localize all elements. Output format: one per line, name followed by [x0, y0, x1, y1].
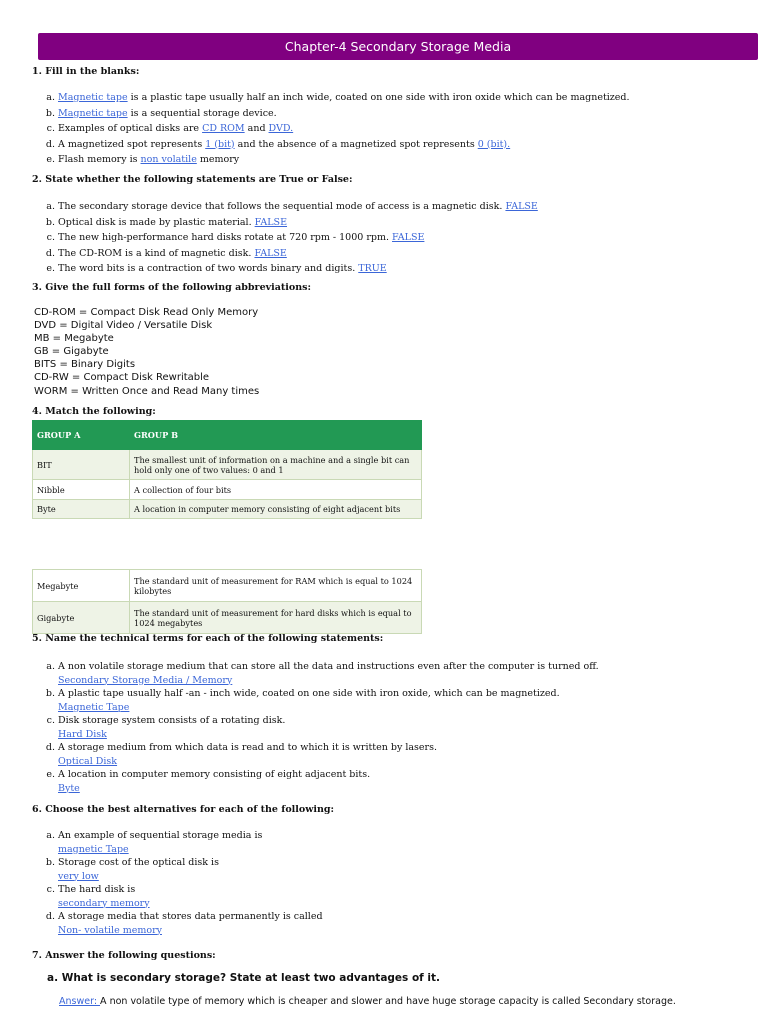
answer-link[interactable]: 1 (bit) — [205, 138, 235, 150]
item-text: and — [244, 123, 269, 134]
table-cell: The smallest unit of information on a machine and a single bit can hold only one of two values: 0 and 1 — [130, 450, 422, 480]
list-item — [58, 768, 732, 795]
item-text: and the absence of a magnetized spot represents — [234, 138, 478, 150]
item-text: The CD-ROM is a kind of magnetic disk. — [58, 247, 255, 259]
q2-heading: 2. State whether the following statements are True or False: — [32, 174, 353, 185]
table-cell: A collection of four bits — [130, 480, 422, 500]
table-row — [33, 570, 422, 602]
q6-list — [32, 829, 732, 937]
section-technical-terms — [32, 633, 732, 795]
q5-list — [32, 660, 732, 795]
section-best-alternatives — [32, 804, 732, 937]
item-text: Disk storage system consists of a rotating disk. — [58, 715, 286, 726]
q2-list — [32, 199, 732, 277]
section-fill-in-blanks — [32, 66, 732, 168]
list-item — [58, 714, 732, 741]
item-text: Examples of optical disks are — [58, 123, 203, 134]
abbreviation-line: CD-ROM = Compact Disk Read Only Memory — [34, 307, 259, 318]
list-item — [58, 856, 732, 883]
answer-link[interactable]: FALSE — [254, 216, 288, 228]
item-text: A storage medium from which data is read and to which it is written by lasers. — [58, 742, 437, 753]
item-text: is a sequential storage device. — [127, 107, 277, 119]
item-text: Storage cost of the optical disk is — [58, 857, 219, 868]
table-row — [33, 450, 422, 480]
section-match — [32, 406, 732, 417]
list-item — [58, 660, 732, 687]
answer-link[interactable]: Magnetic Tape — [58, 701, 130, 713]
list-item — [58, 829, 732, 856]
item-text: The new high-performance hard disks rotate at 720 rpm - 1000 rpm. — [58, 232, 393, 243]
list-item — [58, 137, 732, 153]
table-row — [33, 602, 422, 634]
table-header-row — [33, 421, 422, 450]
answer-link[interactable]: Optical Disk — [58, 755, 118, 767]
list-item — [58, 910, 732, 937]
answer-link[interactable]: Magnetic tape — [58, 107, 128, 119]
list-item — [58, 90, 732, 106]
answer-link[interactable]: FALSE — [392, 232, 425, 243]
q4-heading: 4. Match the following: — [32, 406, 156, 417]
column-header: GROUP B — [130, 421, 422, 450]
item-text: The word bits is a contraction of two words binary and digits. — [58, 263, 359, 274]
answer-link[interactable]: magnetic Tape — [58, 843, 129, 855]
column-header: GROUP A — [33, 421, 130, 450]
answer-text: A non volatile type of memory which is cheaper and slower and have huge storage capacity is called Secondary storage. — [100, 996, 676, 1007]
item-text: A storage media that stores data permanently is called — [58, 911, 323, 922]
q1-heading: 1. Fill in the blanks: — [32, 66, 140, 77]
q7-question-a — [47, 972, 440, 984]
item-text: The hard disk is — [58, 884, 136, 895]
list-item — [58, 106, 732, 122]
section-true-false — [32, 174, 732, 277]
answer-link[interactable]: CD ROM — [202, 123, 245, 134]
answer-link[interactable]: Non- volatile memory — [58, 924, 162, 936]
q7-heading: 7. Answer the following questions: — [32, 950, 216, 961]
match-table-top — [32, 420, 422, 519]
list-item — [58, 261, 732, 277]
answer-link[interactable]: TRUE — [358, 263, 387, 274]
answer-link[interactable]: Secondary Storage Media / Memory — [58, 674, 233, 686]
abbreviation-line: BITS = Binary Digits — [34, 359, 136, 371]
abbreviation-list — [34, 306, 732, 398]
answer-link[interactable]: Magnetic tape — [58, 92, 128, 103]
item-text: A magnetized spot represents — [58, 138, 206, 150]
q5-heading: 5. Name the technical terms for each of the following statements: — [32, 633, 384, 644]
question-text: What is secondary storage? State at least two advantages of it. — [61, 972, 440, 984]
item-text: An example of sequential storage media is — [58, 830, 263, 841]
q1-list — [32, 90, 732, 168]
chapter-title-banner — [38, 33, 758, 60]
answer-link[interactable]: secondary memory — [58, 897, 150, 909]
abbreviation-line: GB = Gigabyte — [34, 346, 109, 358]
table-cell: Megabyte — [33, 570, 130, 602]
abbreviation-line: WORM = Written Once and Read Many times — [34, 385, 260, 397]
table-cell: A location in computer memory consisting of eight adjacent bits — [130, 500, 422, 519]
section-answer-questions — [32, 950, 732, 961]
item-text: memory — [196, 154, 240, 165]
answer-link[interactable]: FALSE — [505, 201, 538, 212]
answer-link[interactable]: Byte — [58, 782, 80, 794]
table-cell: The standard unit of measurement for RAM which is equal to 1024 kilobytes — [130, 570, 422, 602]
list-item — [58, 883, 732, 910]
item-text: is a plastic tape usually half an inch wide, coated on one side with iron oxide which can be magnetized. — [127, 92, 630, 103]
answer-label-link[interactable]: Answer: — [59, 996, 101, 1007]
q7-answer-a — [59, 996, 676, 1007]
q6-heading: 6. Choose the best alternatives for each of the following: — [32, 804, 335, 815]
table-cell: Gigabyte — [33, 602, 130, 634]
table-row — [33, 480, 422, 500]
list-item — [58, 687, 732, 714]
item-text: The secondary storage device that follows the sequential mode of access is a magnetic disk. — [58, 201, 506, 212]
q3-heading: 3. Give the full forms of the following abbreviations: — [32, 282, 311, 293]
answer-link[interactable]: very low — [58, 870, 99, 882]
abbreviation-line: CD-RW = Compact Disk Rewritable — [34, 372, 210, 384]
item-text: Optical disk is made by plastic material. — [58, 216, 255, 228]
table-row — [33, 500, 422, 519]
chapter-title: Chapter-4 Secondary Storage Media — [284, 39, 512, 54]
item-text: A plastic tape usually half -an - inch wide, coated on one side with iron oxide, which can be magnetized. — [58, 688, 560, 699]
item-text: Flash memory is — [58, 154, 141, 165]
list-marker: a. — [47, 972, 59, 984]
list-item — [58, 215, 732, 231]
list-item — [58, 152, 732, 168]
item-text: A non volatile storage medium that can store all the data and instructions even after the computer is turned off. — [58, 661, 599, 672]
list-item — [58, 230, 732, 246]
answer-link[interactable]: FALSE — [254, 247, 287, 259]
match-table-bottom — [32, 569, 422, 634]
answer-link[interactable]: 0 (bit). — [477, 138, 511, 150]
table-cell: Nibble — [33, 480, 130, 500]
table-cell: BIT — [33, 450, 130, 480]
table-cell: Byte — [33, 500, 130, 519]
list-item — [58, 246, 732, 262]
list-item — [58, 741, 732, 768]
list-item — [58, 121, 732, 137]
table-cell: The standard unit of measurement for hard disks which is equal to 1024 megabytes — [130, 602, 422, 634]
answer-link[interactable]: DVD. — [268, 123, 294, 134]
list-item — [58, 199, 732, 215]
answer-link[interactable]: Hard Disk — [58, 728, 107, 740]
answer-link[interactable]: non volatile — [140, 154, 197, 165]
abbreviation-line: MB = Megabyte — [34, 333, 114, 345]
section-abbreviations — [32, 282, 732, 398]
item-text: A location in computer memory consisting of eight adjacent bits. — [58, 769, 371, 780]
abbreviation-line: DVD = Digital Video / Versatile Disk — [34, 320, 213, 332]
